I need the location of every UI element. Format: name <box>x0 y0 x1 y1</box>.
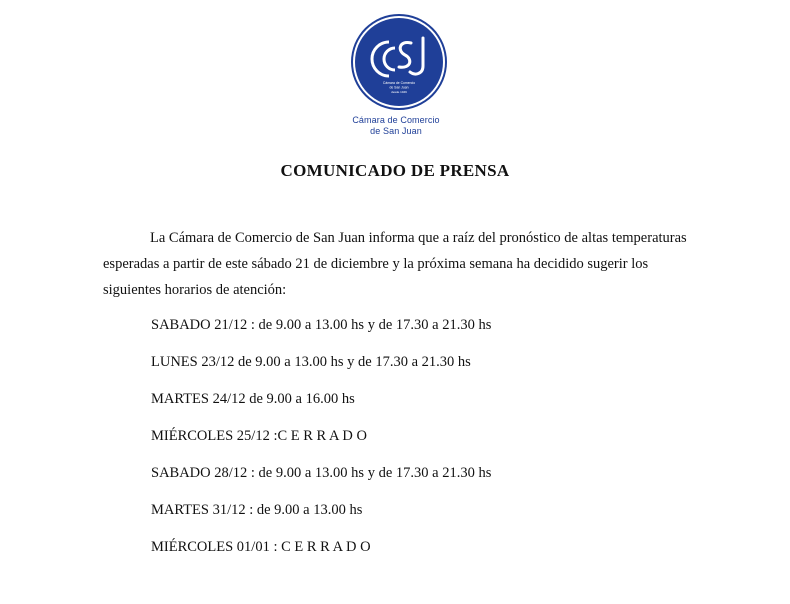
schedule-list <box>151 312 491 571</box>
schedule-item: MARTES 31/12 : de 9.00 a 13.00 hs <box>151 502 363 518</box>
schedule-item: LUNES 23/12 de 9.00 a 13.00 hs y de 17.30 a 21.30 hs <box>151 354 471 370</box>
intro-paragraph: La Cámara de Comercio de San Juan informa que a raíz del pronóstico de altas temperaturas esperadas a partir de este sábado 21 de diciembre y la próxima semana ha decidido sugerir los siguientes horarios de atención: <box>103 230 687 298</box>
schedule-item: SABADO 21/12 : de 9.00 a 13.00 hs y de 17.30 a 21.30 hs <box>151 317 492 333</box>
logo-monogram-graphic <box>355 18 443 106</box>
logo-name-line-2: de San Juan <box>370 126 422 136</box>
schedule-item: MIÉRCOLES 25/12 :C E R R A D O <box>151 428 367 444</box>
schedule-item: MARTES 24/12 de 9.00 a 16.00 hs <box>151 391 355 407</box>
logo-inner-line-3: desde 1949 <box>391 90 407 94</box>
schedule-item: SABADO 28/12 : de 9.00 a 13.00 hs y de 17.30 a 21.30 hs <box>151 465 492 481</box>
logo-emblem <box>355 18 443 106</box>
press-release-title: COMUNICADO DE PRENSA <box>280 161 510 180</box>
logo-wordmark <box>349 115 443 137</box>
schedule-item: MIÉRCOLES 01/01 : C E R R A D O <box>151 539 371 555</box>
logo <box>352 18 446 137</box>
logo-inner-line-2: de San Juan <box>389 85 409 90</box>
intro-paragraph-block <box>103 225 693 303</box>
logo-name-line-1: Cámara de Comercio <box>352 115 440 125</box>
logo-inner-line-1: Cámara de Comercio <box>382 81 416 85</box>
